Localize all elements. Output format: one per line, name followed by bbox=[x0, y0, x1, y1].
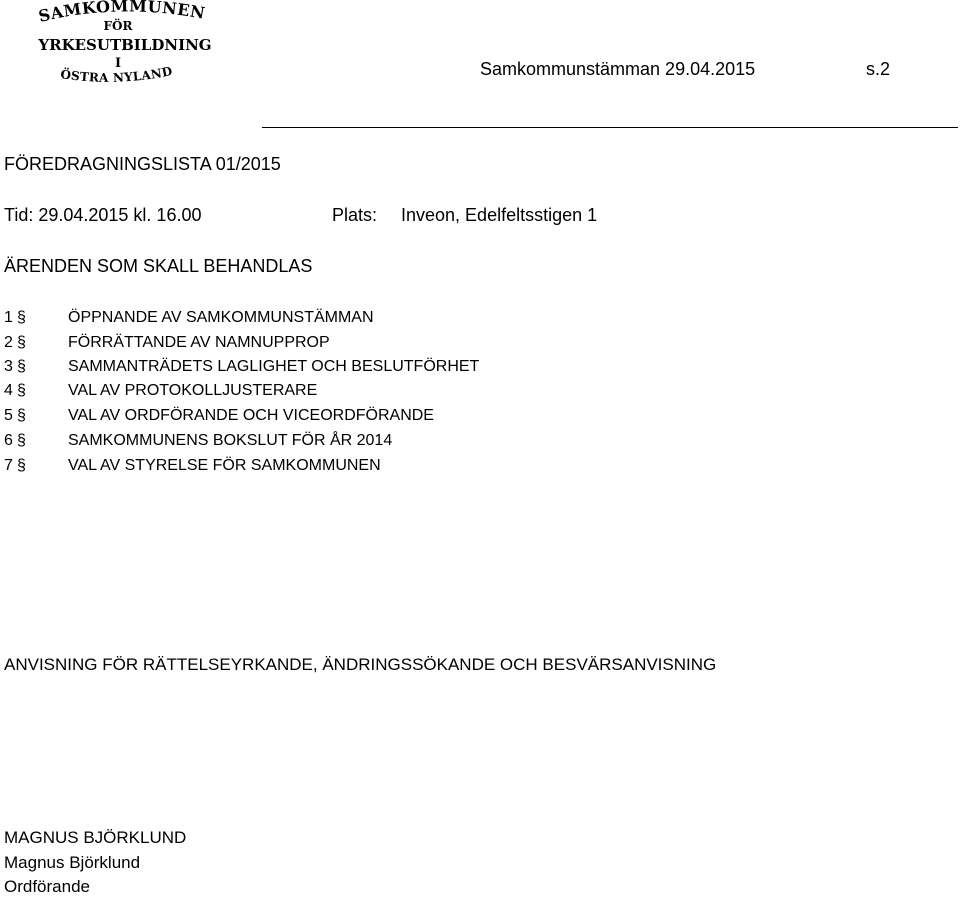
item-number: 5 bbox=[4, 407, 13, 424]
section-symbol: § bbox=[17, 432, 26, 449]
logo-line-1: SAMKOMMUNEN bbox=[36, 0, 207, 26]
header-divider bbox=[262, 127, 958, 128]
item-number: 7 bbox=[4, 457, 13, 474]
item-label: ÖPPNANDE AV SAMKOMMUNSTÄMMAN bbox=[68, 309, 374, 326]
item-number: 2 bbox=[4, 334, 13, 351]
section-symbol: § bbox=[17, 407, 26, 424]
item-number: 4 bbox=[4, 382, 13, 399]
place-value: Inveon, Edelfeltsstigen 1 bbox=[401, 205, 598, 225]
section-heading: ÄRENDEN SOM SKALL BEHANDLAS bbox=[4, 256, 313, 276]
signature-name-upper: MAGNUS BJÖRKLUND bbox=[4, 828, 187, 847]
item-number: 3 bbox=[4, 358, 13, 375]
meeting-time: Tid: 29.04.2015 kl. 16.00 bbox=[4, 205, 202, 225]
item-label: FÖRRÄTTANDE AV NAMNUPPROP bbox=[68, 334, 330, 351]
list-title: FÖREDRAGNINGSLISTA 01/2015 bbox=[4, 154, 281, 174]
item-label: VAL AV ORDFÖRANDE OCH VICEORDFÖRANDE bbox=[68, 407, 434, 424]
section-symbol: § bbox=[17, 457, 26, 474]
item-label: SAMKOMMUNENS BOKSLUT FÖR ÅR 2014 bbox=[68, 432, 393, 449]
logo-line-5: ÖSTRA NYLAND bbox=[59, 64, 174, 85]
logo-line-3: YRKESUTBILDNING bbox=[38, 36, 212, 54]
logo-line-2: FÖR bbox=[103, 19, 133, 33]
item-number: 6 bbox=[4, 432, 13, 449]
item-label: SAMMANTRÄDETS LAGLIGHET OCH BESLUTFÖRHET bbox=[68, 358, 480, 375]
signature-name: Magnus Björklund bbox=[4, 853, 141, 872]
item-label: VAL AV PROTOKOLLJUSTERARE bbox=[68, 382, 318, 399]
header-title: Samkommunstämman 29.04.2015 bbox=[480, 59, 756, 79]
section-symbol: § bbox=[17, 309, 26, 326]
section-symbol: § bbox=[17, 334, 26, 351]
logo-line-4: I bbox=[114, 56, 122, 71]
instructions-heading: ANVISNING FÖR RÄTTELSEYRKANDE, ÄNDRINGSSÖKANDE OCH BESVÄRSANVISNING bbox=[4, 655, 717, 674]
page-number: s.2 bbox=[866, 59, 891, 79]
section-symbol: § bbox=[17, 382, 26, 399]
item-number: 1 bbox=[4, 309, 13, 326]
section-symbol: § bbox=[17, 358, 26, 375]
item-label: VAL AV STYRELSE FÖR SAMKOMMUNEN bbox=[68, 457, 381, 474]
signature-role: Ordförande bbox=[4, 877, 90, 896]
place-label: Plats: bbox=[332, 205, 378, 225]
organization-logo bbox=[10, 0, 220, 100]
